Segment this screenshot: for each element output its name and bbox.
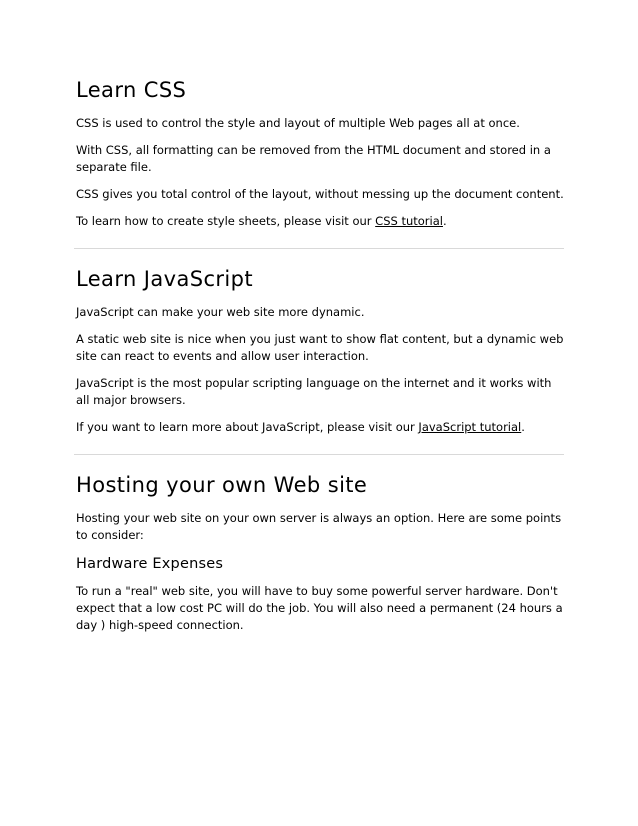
css-heading: Learn CSS: [76, 78, 187, 102]
javascript-paragraph-3: JavaScript is the most popular scripting language on the internet and it works with all major browsers.: [76, 376, 552, 407]
javascript-section: [76, 265, 566, 436]
section-divider-2: [74, 454, 564, 455]
hardware-expenses-subheading: Hardware Expenses: [76, 556, 224, 572]
javascript-paragraph-4-suffix: .: [521, 420, 525, 434]
css-paragraph-4: [76, 213, 566, 230]
javascript-paragraph-1: JavaScript can make your web site more dynamic.: [76, 305, 365, 319]
javascript-paragraph-4-prefix: If you want to learn more about JavaScript, please visit our: [76, 420, 419, 434]
css-paragraph-1: CSS is used to control the style and layout of multiple Web pages all at once.: [76, 116, 520, 130]
hosting-section: [76, 471, 566, 634]
css-paragraph-3: CSS gives you total control of the layout, without messing up the document content.: [76, 187, 564, 201]
javascript-heading: Learn JavaScript: [76, 267, 254, 291]
javascript-paragraph-2: A static web site is nice when you just want to show flat content, but a dynamic web site can react to events and allow user interaction.: [76, 332, 564, 363]
hosting-paragraph-2: To run a "real" web site, you will have to buy some powerful server hardware. Don't expect that a low cost PC will do the job. You will also need a permanent (24 hours a day ) high-speed connection.: [76, 584, 563, 632]
javascript-paragraph-4: [76, 419, 566, 436]
section-divider-1: [74, 248, 564, 249]
hosting-paragraph-1: Hosting your web site on your own server is always an option. Here are some points to consider:: [76, 511, 562, 542]
javascript-tutorial-link[interactable]: JavaScript tutorial: [418, 420, 522, 434]
css-paragraph-4-suffix: .: [442, 214, 447, 228]
css-paragraph-4-prefix: To learn how to create style sheets, please visit our: [76, 214, 376, 228]
css-section: [76, 76, 566, 230]
css-paragraph-2: With CSS, all formatting can be removed from the HTML document and stored in a separate file.: [76, 143, 551, 174]
css-tutorial-link[interactable]: CSS tutorial: [375, 214, 443, 228]
document-page: [76, 76, 566, 644]
hosting-heading: Hosting your own Web site: [76, 473, 368, 497]
